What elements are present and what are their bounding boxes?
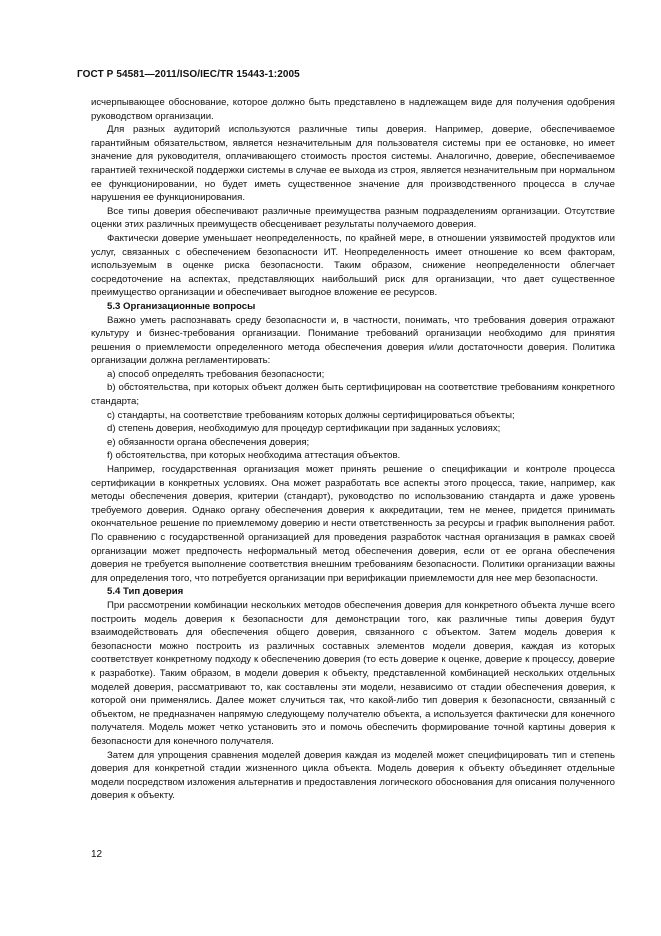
list-item-a: a) способ определять требования безопасности; — [107, 368, 325, 380]
list-item-f: f) обстоятельства, при которых необходима аттестация объектов. — [107, 450, 401, 462]
paragraph-intro: исчерпывающее обоснование, которое должно быть представлено в надлежащем виде для получения одобрения руководством организации. — [91, 97, 615, 122]
paragraph-assurance-types: Для разных аудиторий используются различные типы доверия. Например, доверие, обеспечиваемое гарантийным обязательством, является незначительным для пользователя системы при ее остановке, но имеет значение для руководителя, оплачивающего стоимость простоя системы. Аналогично, доверие, обеспечиваемое гарантией технической поддержки системы в случае ее выхода из строя, является незначительным при нормальном ее функционировании, но будет иметь существенное значение для производственного процесса в случае нарушения ее функционирования. — [91, 124, 615, 204]
document-header: ГОСТ Р 54581—2011/ISO/IEC/TR 15443-1:2005 — [77, 69, 300, 80]
paragraph-combination: При рассмотрении комбинации нескольких методов обеспечения доверия для конкретного объекта лучше всего построить модель доверия к безопасности для демонстрации того, как различные типы доверия будут взаимодействовать для обеспечения общего доверия, связанного с объектом. Затем модель доверия к безопасности можно построить из различных составных элементов модели доверия, каждая из которых соответствует конкретному подходу к обеспечению доверия (то есть доверие к оценке, доверие к процессу, доверие к разработке). Таким образом, в модели доверия к объекту, представленной комбинацией нескольких отдельных моделей доверия, рассматривают то, как составлены эти модели, независимо от стадии обеспечения доверия, к которой они применялись. Далее может случиться так, что какой-либо тип доверия к безопасности, связанный с объектом, не предназначен напрямую следующему получателю объекта, а используется фактически для конечного получателя. Модель может четко установить это и помочь обеспечить формирование точной картины доверия к безопасности для конечного получателя. — [91, 599, 615, 747]
section-heading-5-4: 5.4 Тип доверия — [107, 586, 184, 598]
paragraph-comparison: Затем для упрощения сравнения моделей доверия каждая из моделей может специфицировать тип и степень доверия для конкретной стадии жизненного цикла объекта. Модель доверия к объекту объединяет отдельные модели посредством изложения альтернатив и предоставления логического обоснования для описания полученного доверия к объекту. — [91, 749, 616, 802]
paragraph-example: Например, государственная организация может принять решение о спецификации и контроле процесса сертификации в конкретных условиях. Она может разработать все аспекты этого процесса, такие, например, как методы обеспечения доверия, критерии (стандарт), руководство по использованию стандарта и даже уровень требуемого доверия. Однако органу обеспечения доверия к аккредитации, тем не менее, придется принимать окончательное решение по приемлемому доверию и нести ответственность за ресурсы и график выполнения работ. По сравнению с государственной организацией для проведения разработок частная организация в рамках своей организации может предпочесть неформальный метод обеспечения доверия, если от ее органа обеспечения доверия не требуется выполнение соответствия внешним требованиям безопасности. Политики организации важны для определения того, что потребуется организации при верификации приемлемости для нее мер безопасности. — [91, 464, 615, 584]
list-item-d: d) степень доверия, необходимую для процедур сертификации при заданных условиях; — [107, 423, 501, 435]
paragraph-benefits: Все типы доверия обеспечивают различные преимущества разным подразделениям организации. Отсутствие оценки этих различных преимуществ обесценивает результаты получаемого доверия. — [91, 205, 615, 231]
page-number: 12 — [91, 849, 103, 860]
list-item-b: b) обстоятельства, при которых объект должен быть сертифицирован на соответствие требованиям конкретного стандарта; — [91, 382, 615, 408]
section-heading-5-3: 5.3 Организационные вопросы — [107, 300, 256, 312]
list-item-c: c) стандарты, на соответствие требованиям которых должны сертифицироваться объекты; — [107, 409, 515, 421]
list-item-e: e) обязанности органа обеспечения доверия; — [107, 436, 310, 448]
document-body — [91, 96, 615, 803]
paragraph-uncertainty: Фактически доверие уменьшает неопределенность, по крайней мере, в отношении уязвимостей продуктов или услуг, связанных с обеспечением безопасности ИТ. Неопределенность имеет отношение ко всем факторам, используемым в оценке риска безопасности. Таким образом, снижение неопределенности облегчает сосредоточение на аспектах, представляющих наибольший риск для организации, что дает существенное преимущество организации и обеспечивает выгодное вложение ее ресурсов. — [91, 232, 615, 299]
paragraph-organization: Важно уметь распознавать среду безопасности и, в частности, понимать, что требования доверия отражают культуру и бизнес-требования организации. Понимание требований организации необходимо для принятия решения о приемлемости определенного метода обеспечения доверия и/или достаточности доверия. Политика организации должна регламентировать: — [91, 314, 615, 367]
